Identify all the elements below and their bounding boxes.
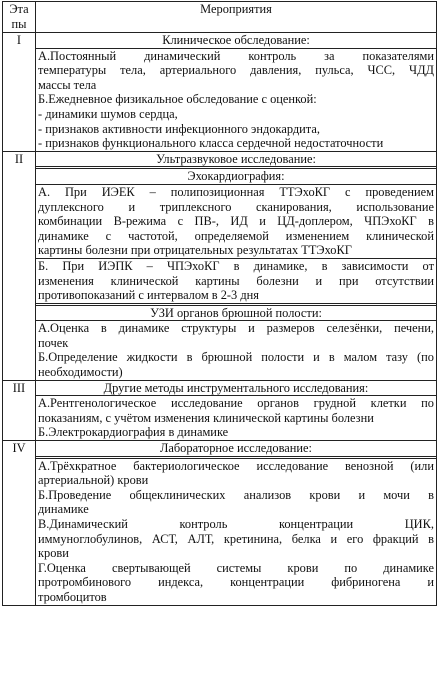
section-title: Клиническое обследование:: [162, 33, 310, 47]
text-line: протромбинового индекса, концентрации фибриногена и: [38, 575, 434, 590]
measure-block-a: [36, 48, 436, 93]
text-line: показаниям, с учётом изменения клинической картины болезни: [38, 410, 374, 425]
text-line: тромбоцитов: [38, 589, 107, 604]
text-line: А.Постоянный динамический контроль за показателями: [38, 48, 434, 63]
text-line: Б.Ежедневное физикальное обследование с оценкой:: [38, 92, 317, 107]
section-title: Другие методы инструментального исследования:: [103, 380, 369, 395]
stage-numeral: III: [3, 380, 36, 440]
table-row-stage-2: [3, 151, 437, 380]
text-line: А.Рентгенологическое исследование органов грудной клетки по: [38, 396, 434, 411]
stage-numeral: IV: [3, 441, 36, 606]
text-line: комбинации В-режима с ПВ-, ИД и ЦД-доплером, ЧПЭхоКГ в: [38, 214, 434, 229]
table-row-stage-3: [3, 380, 437, 440]
text-line: динамике: [38, 502, 89, 517]
text-line: противопоказаний с интервалом в 2-3 дня: [38, 288, 259, 303]
table-row-stage-1: [3, 33, 437, 152]
stage-content: [36, 33, 437, 152]
text-line: Г.Оценка свертывающей системы крови по динамике: [38, 560, 434, 575]
measure-block-g: [38, 561, 434, 605]
text-line: дуплексного и триплексного сканирования, использование: [38, 199, 434, 214]
text-line: - признаков функционального класса сердечной недостаточности: [38, 136, 384, 151]
stage-numeral: I: [3, 33, 36, 152]
stage-column-header: [3, 2, 36, 33]
stage-content: [36, 151, 437, 380]
stage-content: [36, 441, 437, 606]
stage-header-line1: Эта: [9, 2, 29, 16]
text-line: Б.Электрокардиография в динамике: [38, 425, 229, 440]
measure-block-a: [36, 395, 436, 425]
table-header-row: [3, 2, 437, 33]
measure-block-a: [36, 320, 436, 350]
stage-content: [36, 380, 437, 440]
measure-block-b: [38, 350, 434, 379]
measure-block-b: [38, 488, 434, 517]
measures-column-header: Мероприятия: [36, 2, 437, 33]
measure-block-a: [36, 456, 436, 488]
text-line: крови: [38, 546, 69, 561]
measure-block-b: [36, 258, 436, 303]
text-line: почек: [38, 335, 69, 350]
text-line: В.Динамический контроль концентрации ЦИК,: [38, 517, 434, 531]
text-line: артериальной) крови: [38, 473, 149, 488]
measure-block-b: [38, 92, 434, 150]
text-line: А.Оценка в динамике структуры и размеров селезёнки, печени,: [38, 321, 434, 336]
subsection-title-echo: Эхокардиография:: [36, 166, 436, 184]
table-row-stage-4: [3, 441, 437, 606]
text-line: Б. При ИЭПК – ЧПЭхоКГ в динамике, в зависимости от: [38, 258, 434, 273]
section-title: Лабораторное исследование:: [159, 441, 313, 456]
measures-table: [2, 1, 437, 606]
text-line: А. При ИЭЕК – полипозиционная ТТЭхоКГ с проведением: [38, 184, 434, 199]
text-line: динамике с частотой, определяемой изменением клинической: [38, 228, 434, 243]
section-title: Ультразвуковое исследование:: [156, 151, 316, 166]
stage-numeral: II: [3, 151, 36, 380]
text-line: картины болезни при отрицательных результатах ТТЭхоКГ: [38, 243, 352, 258]
text-line: необходимости): [38, 365, 123, 380]
text-line: Б.Проведение общеклинических анализов крови и мочи в: [38, 487, 434, 502]
text-line: Б.Определение жидкости в брюшной полости и в малом тазу (по: [38, 350, 434, 365]
measure-block-a: [36, 184, 436, 258]
text-line: - динамики шумов сердца,: [38, 106, 178, 121]
text-line: иммуноглобулинов, АСТ, АЛТ, кретинина, белка и его фракций в: [38, 531, 434, 546]
text-line: - признаков активности инфекционного эндокардита,: [38, 121, 320, 136]
measure-block-v: [38, 517, 434, 561]
text-line: температуры тела, артериального давления, пульса, ЧСС, ЧДД: [38, 63, 434, 78]
text-line: массы тела: [38, 77, 97, 92]
measure-block-b: [38, 425, 434, 440]
stage-header-line2: пы: [11, 16, 27, 31]
text-line: изменения клинической картины болезни и при отсутствии: [38, 273, 434, 288]
subsection-title-abdominal: УЗИ органов брюшной полости:: [36, 303, 436, 321]
text-line: А.Трёхкратное бактериологическое исследование венозной (или: [38, 458, 434, 473]
